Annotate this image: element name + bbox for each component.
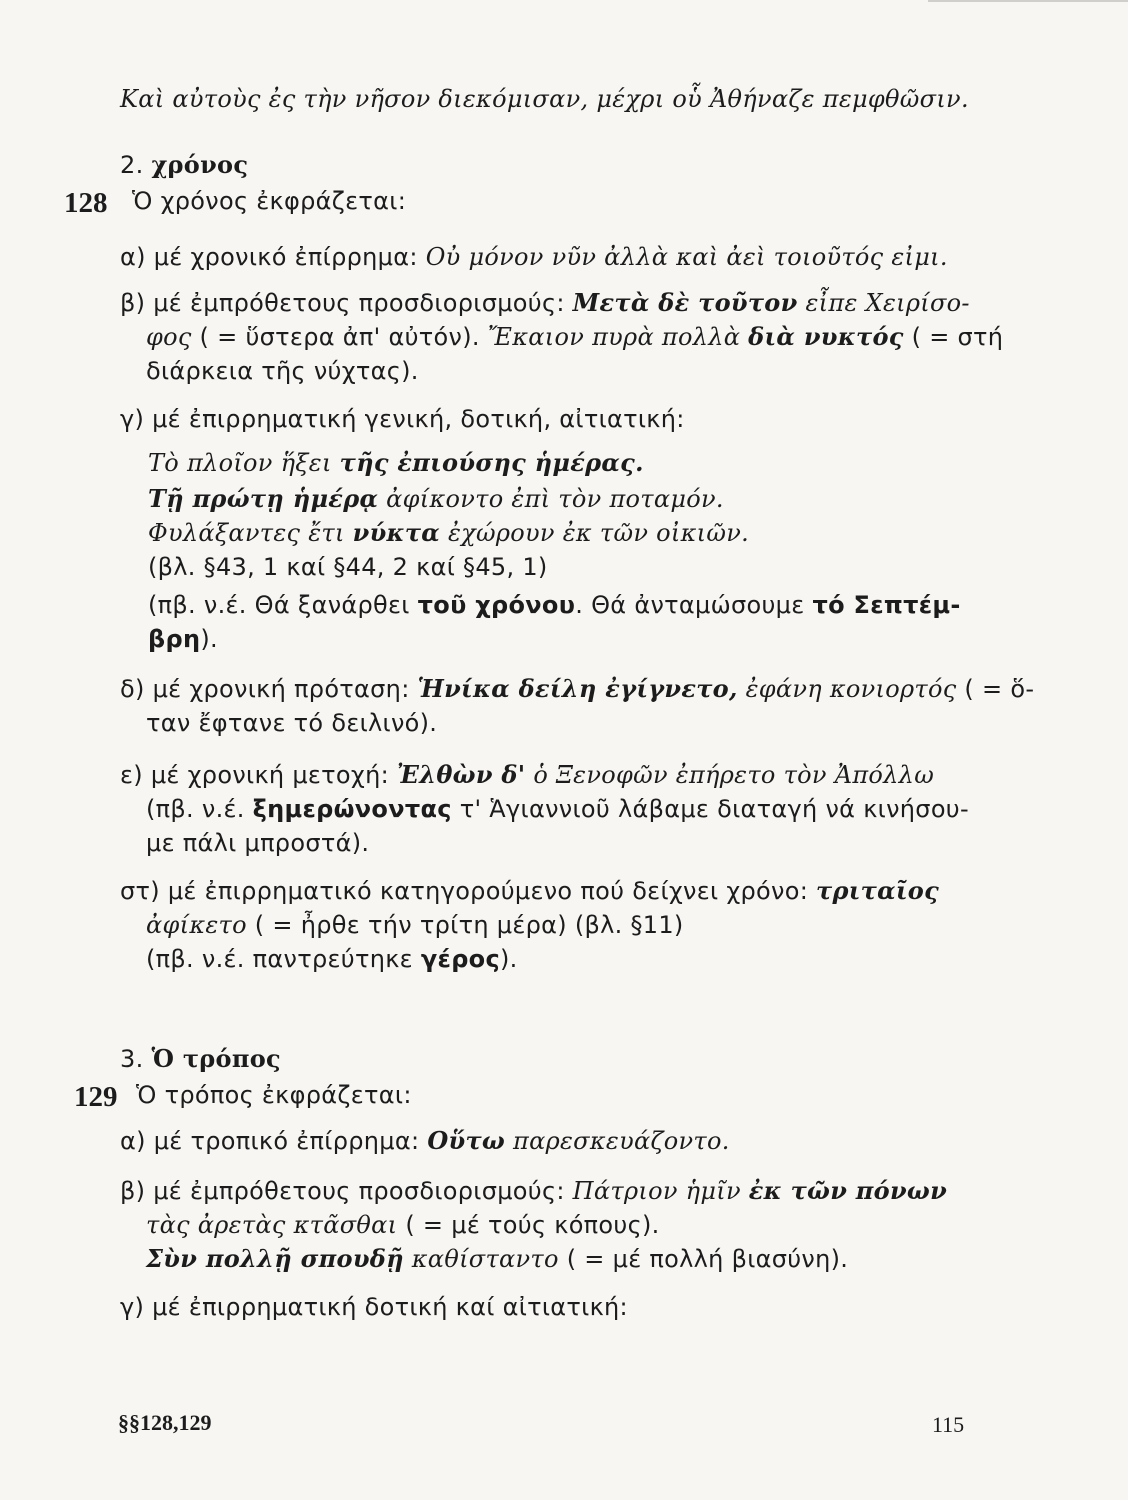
manner-item-b-example2: Σὺν πολλῇ σπουδῇ καθίσταντο ( = μέ πολλή βιασύνη). xyxy=(146,1244,849,1273)
time-intro: Ὁ χρόνος ἐκφράζεται: xyxy=(132,187,407,215)
time-item-d: δ) μέ χρονική πρόταση: Ἡνίκα δείλη ἐγίγνετο, ἐφάνη κονιορτός ( = ὅ- xyxy=(120,674,1035,703)
time-item-c-example1: Τὸ πλοῖον ἥξει τῆς ἐπιούσης ἡμέρας. xyxy=(148,448,644,477)
time-heading: 2. χρόνος xyxy=(120,150,249,179)
time-item-e-comparison: (πβ. ν.έ. ξημερώνοντας τ' Ἁγιαννιοῦ λάβαμε διαταγή νά κινήσου- xyxy=(146,795,969,823)
section-number-129: 129 xyxy=(74,1081,118,1113)
manner-item-b: β) μέ ἐμπρόθετους προσδιορισμούς: Πάτριον ἡμῖν ἐκ τῶν πόνων xyxy=(120,1176,948,1205)
time-item-e: ε) μέ χρονική μετοχή: Ἐλθὼν δ' ὁ Ξενοφῶν ἐπήρετο τὸν Ἀπόλλω xyxy=(120,760,935,789)
time-item-c: γ) μέ ἐπιρρηματική γενική, δοτική, αἰτιατική: xyxy=(120,405,685,433)
section-number-128: 128 xyxy=(64,187,108,219)
time-item-d-line2: ταν ἔφτανε τό δειλινό). xyxy=(146,709,438,737)
time-item-c-example3: Φυλάξαντες ἔτι νύκτα ἐχώρουν ἐκ τῶν οἰκιῶν. xyxy=(148,518,750,547)
manner-intro: Ὁ τρόπος ἐκφράζεται: xyxy=(136,1081,412,1109)
intro-sentence: Καὶ αὐτοὺς ἐς τὴν νῆσον διεκόμισαν, μέχρι οὗ Ἀθήναζε πεμφθῶσιν. xyxy=(120,85,969,113)
time-item-f-line2: ἀφίκετο ( = ἦρθε τήν τρίτη μέρα) (βλ. §11) xyxy=(146,911,684,939)
manner-item-c: γ) μέ ἐπιρρηματική δοτική καί αἰτιατική: xyxy=(120,1293,628,1321)
time-item-b: β) μέ ἐμπρόθετους προσδιορισμούς: Μετὰ δὲ τοῦτον εἶπε Χειρίσο- xyxy=(120,288,970,317)
time-item-e-comparison-line2: με πάλι μπροστά). xyxy=(146,829,370,857)
time-item-c-comparison: (πβ. ν.έ. Θά ξανάρθει τοῦ χρόνου. Θά ἀνταμώσουμε τό Σεπτέμ- xyxy=(148,591,961,619)
time-item-c-reference: (βλ. §43, 1 καί §44, 2 καί §45, 1) xyxy=(148,553,548,581)
time-item-a: α) μέ χρονικό ἐπίρρημα: Οὐ μόνον νῦν ἀλλὰ καὶ ἀεὶ τοιοῦτός εἰμι. xyxy=(120,243,948,271)
time-item-c-comparison-line2: βρη). xyxy=(148,625,218,653)
page-edge-shadow xyxy=(928,0,1128,2)
time-item-c-example2: Τῇ πρώτῃ ἡμέρᾳ ἀφίκοντο ἐπὶ τὸν ποταμόν. xyxy=(148,484,724,513)
manner-item-a: α) μέ τροπικό ἐπίρρημα: Οὕτω παρεσκευάζοντο. xyxy=(120,1126,730,1155)
time-item-b-line2: φος ( = ὕστερα ἀπ' αὐτόν). Ἔκαιον πυρὰ πολλὰ διὰ νυκτός ( = στή xyxy=(146,322,1004,351)
time-item-f: στ) μέ ἐπιρρηματικό κατηγορούμενο πού δείχνει χρόνο: τριταῖος xyxy=(120,876,940,905)
manner-item-b-line2: τὰς ἀρετὰς κτᾶσθαι ( = μέ τούς κόπους). xyxy=(146,1211,660,1239)
manner-heading: 3. Ὁ τρόπος xyxy=(120,1044,281,1073)
time-item-f-comparison: (πβ. ν.έ. παντρεύτηκε γέρος). xyxy=(146,945,518,973)
footer-section-reference: §§128,129 xyxy=(118,1410,212,1435)
time-item-b-line3: διάρκεια τῆς νύχτας). xyxy=(146,357,419,385)
page-number: 115 xyxy=(932,1412,965,1437)
